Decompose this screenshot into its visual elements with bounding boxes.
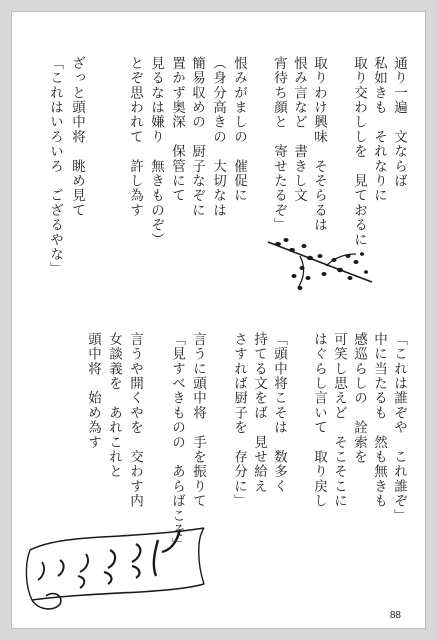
text-column: 簡易収めの 厨子なぞに <box>189 56 205 218</box>
branch-illustration-icon <box>264 234 376 294</box>
text-column: さすれば厨子を 存分に」 <box>231 332 247 509</box>
text-column: 可笑し思えど そこそこに <box>331 332 347 509</box>
text-column: 置かず奥深 保管にて <box>169 56 185 203</box>
text-column: 持てる文をば 見せ給え <box>251 332 267 494</box>
text-column: 取りわけ興味 そそらるは <box>311 56 327 233</box>
text-column: とぞ思われて 許し為す <box>127 56 143 218</box>
text-column: 言うや開くやを 交わす内 <box>127 332 143 509</box>
text-column: 「これはいろいろ ござるやな」 <box>47 56 63 277</box>
text-column: 見るなは嫌り 無きものぞ） <box>148 56 164 248</box>
text-column: 恨み言など 書きし文 <box>291 56 307 203</box>
text-column: 「見すべきものの あらばこそ」 <box>169 332 185 553</box>
text-column: 言うに頭中将 手を振りて <box>190 332 206 509</box>
text-column: はぐらし言いて 取り戻し <box>311 332 327 509</box>
scroll-illustration-icon <box>20 510 210 620</box>
page-number: 88 <box>389 610 401 621</box>
text-column: 恨みがましの 催促に <box>231 56 247 203</box>
text-column: 感巡らしの 詮索を <box>351 332 367 465</box>
text-column: （身分高きの 大切なは <box>210 56 226 218</box>
text-column: 「これは誰ぞや これ誰ぞ」 <box>391 332 407 524</box>
page <box>11 11 426 629</box>
text-column: 中に当たるも 然も無きも <box>371 332 387 509</box>
text-column: 取り交わししを 見ておるに <box>351 56 367 248</box>
text-column: 私如きも それなりに <box>371 56 387 203</box>
text-column: 頭中将 始め為す <box>85 332 101 450</box>
text-column: ざっと頭中将 眺め見て <box>69 56 85 218</box>
text-column: 通り一遍 文ならば <box>391 56 407 189</box>
text-column: 宵待ち顔と 寄せたるぞ」 <box>271 56 287 233</box>
text-column: 「頭中将こそは 数多く <box>271 332 287 494</box>
text-column: 女談義を あれこれと <box>106 332 122 479</box>
